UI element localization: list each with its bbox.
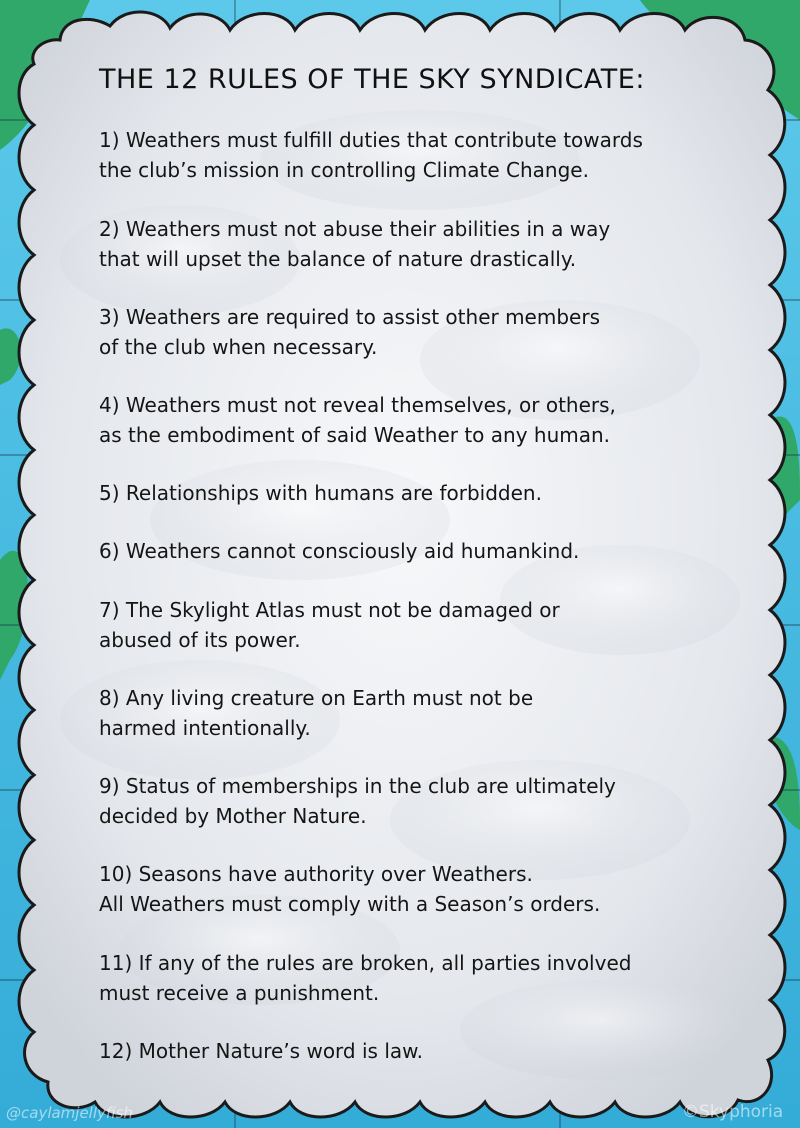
rule-2-line-1: 2) Weathers must not abuse their abilities in a way (99, 217, 611, 241)
rule-12-line-1: 12) Mother Nature’s word is law. (99, 1039, 424, 1063)
rule-9 (99, 771, 699, 831)
rule-7 (99, 595, 699, 655)
rule-10 (99, 859, 699, 919)
rule-10-line-1: 10) Seasons have authority over Weathers. (99, 862, 533, 886)
rule-4-line-2: as the embodiment of said Weather to any human. (99, 423, 611, 447)
rule-1-line-1: 1) Weathers must fulfill duties that contribute towards (99, 128, 643, 152)
copyright-credit: ©Skyphoria (682, 1102, 784, 1122)
rule-6 (99, 536, 699, 566)
rule-11-line-2: must receive a punishment. (99, 981, 380, 1005)
rule-1 (99, 125, 699, 185)
rule-9-line-2: decided by Mother Nature. (99, 804, 367, 828)
rule-3 (99, 302, 699, 362)
rule-11-line-1: 11) If any of the rules are broken, all parties involved (99, 951, 632, 975)
rule-5 (99, 478, 699, 508)
document-title: THE 12 RULES OF THE SKY SYNDICATE: (99, 64, 645, 95)
rule-8-line-1: 8) Any living creature on Earth must not be (99, 686, 534, 710)
rule-1-line-2: the club’s mission in controlling Climate Change. (99, 158, 589, 182)
rule-2 (99, 214, 699, 274)
rule-2-line-2: that will upset the balance of nature drastically. (99, 247, 577, 271)
rule-8 (99, 683, 699, 743)
rule-7-line-1: 7) The Skylight Atlas must not be damaged or (99, 598, 560, 622)
rule-6-line-1: 6) Weathers cannot consciously aid humankind. (99, 539, 580, 563)
rule-7-line-2: abused of its power. (99, 628, 301, 652)
rule-3-line-1: 3) Weathers are required to assist other members (99, 305, 600, 329)
rule-5-line-1: 5) Relationships with humans are forbidden. (99, 481, 542, 505)
artist-credit: @caylamjellyfish (6, 1104, 133, 1122)
rule-12 (99, 1036, 699, 1066)
rule-8-line-2: harmed intentionally. (99, 716, 311, 740)
rule-11 (99, 948, 699, 1008)
rule-9-line-1: 9) Status of memberships in the club are ultimately (99, 774, 616, 798)
rule-10-line-2: All Weathers must comply with a Season’s orders. (99, 892, 601, 916)
rule-3-line-2: of the club when necessary. (99, 335, 378, 359)
rule-4-line-1: 4) Weathers must not reveal themselves, or others, (99, 393, 616, 417)
rule-4 (99, 390, 699, 450)
